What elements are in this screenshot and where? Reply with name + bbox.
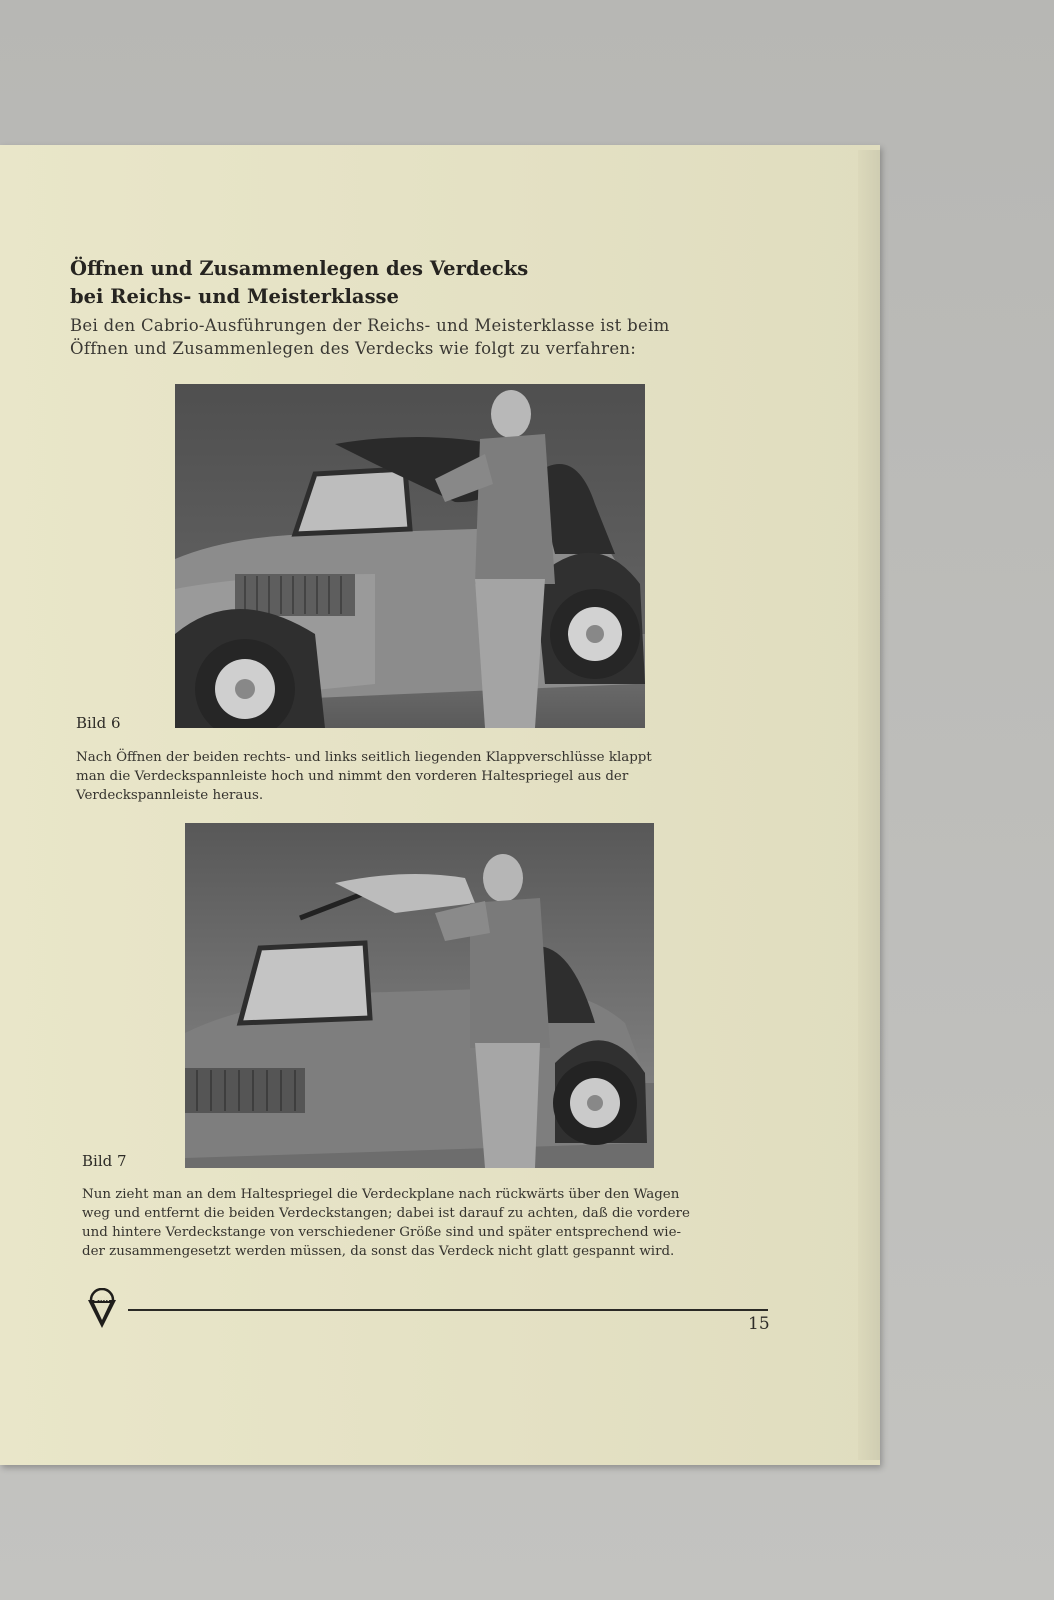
page-edge — [858, 150, 880, 1460]
caption-7-line-4: der zusammengesetzt werden müssen, da sonst das Verdeck nicht glatt gespannt wird. — [82, 1244, 675, 1259]
intro-paragraph — [70, 314, 760, 360]
figure-label-bild-6: Bild 6 — [76, 714, 121, 732]
caption-7-line-1: Nun zieht man an dem Haltespriegel die Verdeckplane nach rückwärts über den Wagen — [82, 1187, 680, 1202]
intro-line-2: Öffnen und Zusammenlegen des Verdecks wie folgt zu verfahren: — [70, 339, 637, 358]
caption-6-line-1: Nach Öffnen der beiden rechts- und links seitlich liegenden Klappverschlüsse klappt — [76, 750, 652, 765]
heading-line-2: bei Reichs- und Meisterklasse — [70, 285, 399, 308]
footer-rule — [128, 1309, 768, 1311]
photo-bild-6 — [175, 384, 645, 728]
caption-6-line-2: man die Verdeckspannleiste hoch und nimmt den vorderen Haltespriegel aus der — [76, 769, 629, 784]
caption-7-line-2: weg und entfernt die beiden Verdeckstangen; dabei ist darauf zu achten, daß die vordere — [82, 1206, 690, 1221]
dkw-logo-icon — [86, 1288, 118, 1334]
page-number: 15 — [748, 1314, 770, 1334]
intro-line-1: Bei den Cabrio-Ausführungen der Reichs- und Meisterklasse ist beim — [70, 316, 670, 335]
logo-lettering: DKW — [93, 1296, 111, 1303]
caption-bild-7 — [82, 1185, 768, 1261]
caption-7-line-3: und hintere Verdeckstange von verschiedener Größe sind und später entsprechend wie- — [82, 1225, 682, 1240]
section-heading — [70, 255, 630, 311]
heading-line-1: Öffnen und Zusammenlegen des Verdecks — [70, 257, 529, 280]
caption-6-line-3: Verdeckspannleiste heraus. — [76, 788, 264, 803]
caption-bild-6 — [76, 748, 754, 805]
photo-bild-7 — [185, 823, 654, 1168]
figure-label-bild-7: Bild 7 — [82, 1152, 127, 1170]
